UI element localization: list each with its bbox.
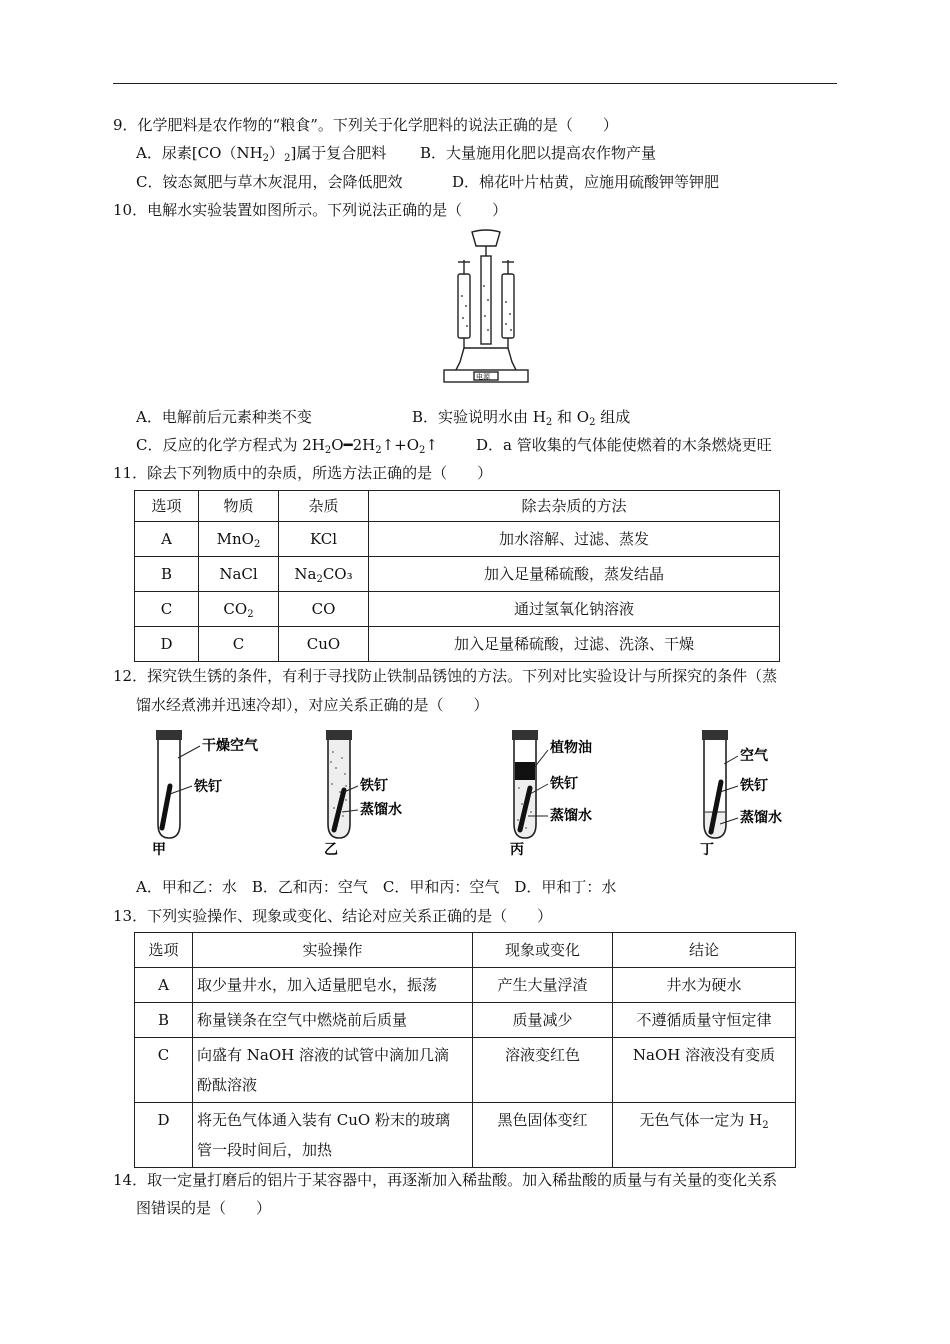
cell-impurity: KCl [279,522,369,557]
cell-impurity: CO [279,592,369,627]
cell-method: 加水溶解、过滤、蒸发 [369,522,780,557]
power-supply-label: 电源 [476,373,490,381]
q9-option-d[interactable]: D．棉花叶片枯黄，应施用硫酸钾等钾肥 [452,173,720,191]
cell-conclusion: NaOH 溶液没有变质 [613,1038,796,1103]
header-conclusion: 结论 [613,933,796,968]
cell-conclusion: 无色气体一定为 $H_2$ [613,1103,796,1168]
q14-stem-line2: 图错误的是（ ） [136,1199,272,1217]
cell-phenomenon: 产生大量浮渣 [473,968,613,1003]
test-tube-yi-figure [318,728,438,860]
cell-method: 通过氢氧化钠溶液 [369,592,780,627]
label-iron-nail: 铁钉 [740,778,768,794]
q11-table [134,490,780,662]
header-rule [113,83,837,84]
q10-option-d[interactable]: D．a 管收集的气体能使燃着的木条燃烧更旺 [476,436,772,454]
cell-phenomenon: 质量减少 [473,1003,613,1038]
table-row [135,968,796,1003]
cell-operation: 称量镁条在空气中燃烧前后质量 [193,1003,473,1038]
cell-conclusion: 不遵循质量守恒定律 [613,1003,796,1038]
q13-table [134,932,796,1168]
label-distilled-water: 蒸馏水 [550,808,592,824]
cell-substance: $CO_2$ [199,592,279,627]
cell-operation: 向盛有 NaOH 溶液的试管中滴加几滴 酚酞溶液 [193,1038,473,1103]
test-tube-bing-figure [504,728,624,860]
cell-option: A [135,968,193,1003]
q10-option-b[interactable]: B．实验说明水由 $H_2$ 和 $O_2$ 组成 [412,408,631,428]
header-option: 选项 [135,933,193,968]
label-iron-nail: 铁钉 [550,776,578,792]
label-iron-nail: 铁钉 [360,778,388,794]
table-row [135,522,780,557]
test-tube-ding-figure [694,728,814,860]
table-row [135,627,780,662]
q12-stem-line1: 12．探究铁生锈的条件，有利于寻找防止铁制品锈蚀的方法。下列对比实验设计与所探究的条件（蒸 [113,667,778,685]
cell-phenomenon: 溶液变红色 [473,1038,613,1103]
cell-option: B [135,1003,193,1038]
q12-options[interactable]: A．甲和乙：水 B．乙和丙：空气 C．甲和丙：空气 D．甲和丁：水 [136,878,617,896]
electrolysis-apparatus-figure [436,226,536,386]
q9-option-b[interactable]: B．大量施用化肥以提高农作物产量 [420,144,657,162]
table-header-row [135,491,780,522]
header-option: 选项 [135,491,199,522]
cell-option: A [135,522,199,557]
q13-stem: 13．下列实验操作、现象或变化、结论对应关系正确的是（ ） [113,907,553,925]
cell-option: B [135,557,199,592]
label-vegetable-oil: 植物油 [550,740,592,756]
cell-option: D [135,627,199,662]
header-operation: 实验操作 [193,933,473,968]
tube-name: 丁 [700,842,714,858]
cell-operation: 将无色气体通入装有 CuO 粉末的玻璃 管一段时间后，加热 [193,1103,473,1168]
cell-conclusion: 井水为硬水 [613,968,796,1003]
cell-option: D [135,1103,193,1168]
label-iron-nail: 铁钉 [194,779,222,795]
q11-stem: 11．除去下列物质中的杂质，所选方法正确的是（ ） [113,464,493,482]
table-header-row [135,933,796,968]
cell-method: 加入足量稀硫酸，蒸发结晶 [369,557,780,592]
q9-option-a[interactable]: A．尿素$[CO(NH_2)_2]$属于复合肥料 [136,144,387,164]
tube-name: 丙 [510,842,524,858]
cell-impurity: $Na_2CO_3$ [279,557,369,592]
test-tube-jia-figure [148,728,278,860]
cell-impurity: CuO [279,627,369,662]
header-impurity: 杂质 [279,491,369,522]
table-row [135,1103,796,1168]
cell-phenomenon: 黑色固体变红 [473,1103,613,1168]
cell-operation: 取少量井水，加入适量肥皂水，振荡 [193,968,473,1003]
table-row [135,1038,796,1103]
cell-method: 加入足量稀硫酸，过滤、洗涤、干燥 [369,627,780,662]
cell-substance: MnO$_2$ [199,522,279,557]
table-row [135,1003,796,1038]
q14-stem-line1: 14．取一定量打磨后的铝片于某容器中，再逐渐加入稀盐酸。加入稀盐酸的质量与有关量的变化关系 [113,1171,778,1189]
table-row [135,557,780,592]
table-row [135,592,780,627]
header-method: 除去杂质的方法 [369,491,780,522]
header-substance: 物质 [199,491,279,522]
tube-name: 乙 [324,842,338,858]
q12-stem-line2: 馏水经煮沸并迅速冷却），对应关系正确的是（ ） [136,696,489,714]
tube-name: 甲 [152,842,166,858]
q10-option-c[interactable]: C．反应的化学方程式为 $2H_2O━2H_2↑+O_2↑$ [136,436,438,456]
cell-substance: C [199,627,279,662]
q9-option-c[interactable]: C．铵态氮肥与草木灰混用，会降低肥效 [136,173,403,191]
q9-stem: 9．化学肥料是农作物的“粮食”。下列关于化学肥料的说法正确的是（ ） [113,116,618,134]
cell-option: C [135,1038,193,1103]
header-phenomenon: 现象或变化 [473,933,613,968]
q10-stem: 10．电解水实验装置如图所示。下列说法正确的是（ ） [113,201,508,219]
label-distilled-water: 蒸馏水 [360,802,402,818]
cell-option: C [135,592,199,627]
cell-substance: NaCl [199,557,279,592]
label-distilled-water: 蒸馏水 [740,810,782,826]
label-air: 空气 [740,748,768,764]
q10-option-a[interactable]: A．电解前后元素种类不变 [136,408,312,426]
label-dry-air: 干燥空气 [202,738,258,754]
